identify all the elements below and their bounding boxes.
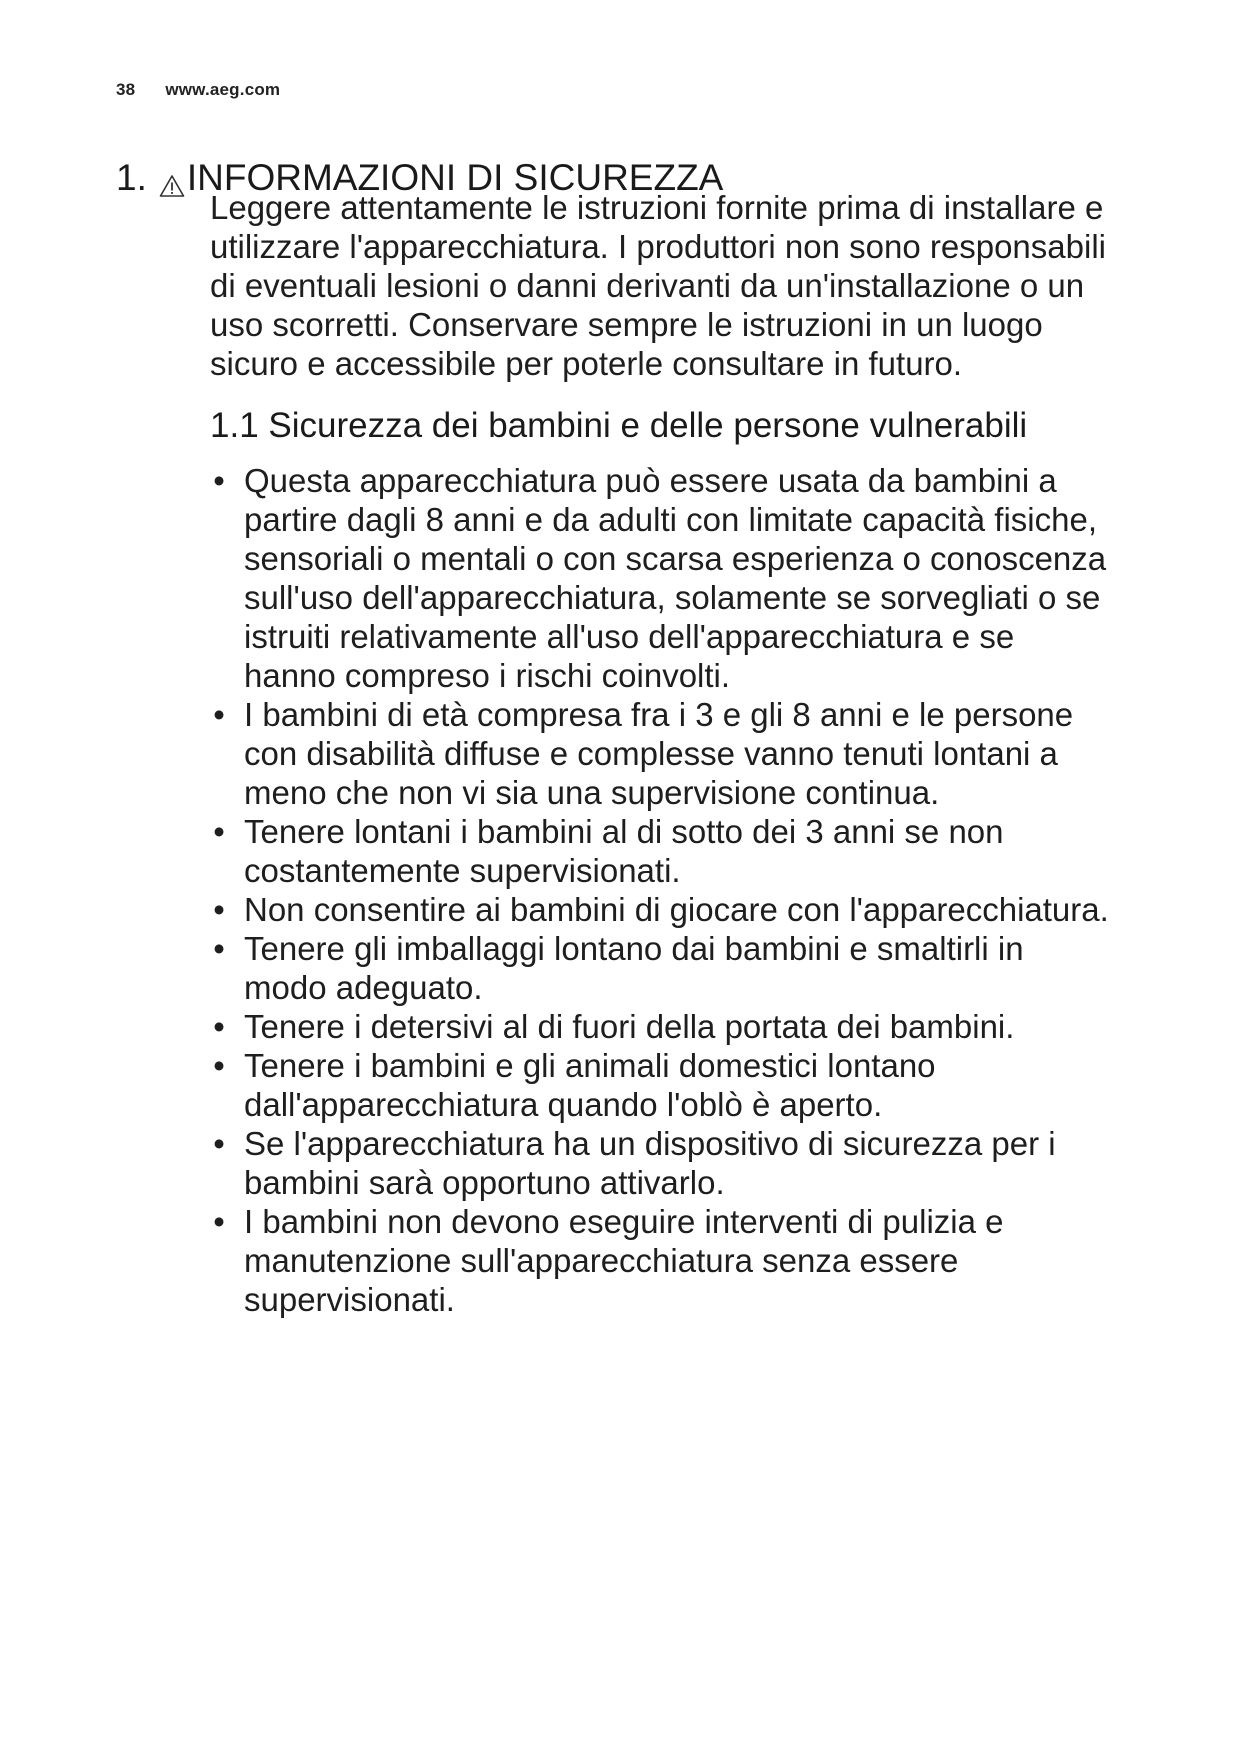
bullet-icon: • [213, 1008, 225, 1045]
safety-list [210, 461, 1110, 1319]
section-title-text: INFORMAZIONI DI SICUREZZA [186, 156, 724, 198]
list-item [210, 1046, 1110, 1124]
bullet-icon: • [213, 696, 225, 733]
list-item-text: Tenere lontani i bambini al di sotto dei 3 anni se non costantemente supervisionati. [244, 813, 1004, 889]
list-item-text: Tenere gli imballaggi lontano dai bambini e smaltirli in modo adeguato. [244, 930, 1024, 1006]
list-item-text: Se l'apparecchiatura ha un dispositivo di sicurezza per i bambini sarà opportuno attivarlo. [244, 1125, 1056, 1201]
list-item-text: Tenere i detersivi al di fuori della portata dei bambini. [244, 1008, 1015, 1045]
main-content [210, 188, 1110, 1319]
list-item [210, 890, 1110, 929]
bullet-icon: • [213, 1047, 225, 1084]
list-item [210, 1124, 1110, 1202]
bullet-icon: • [213, 930, 225, 967]
section-number: 1. [116, 156, 147, 198]
list-item-text: Questa apparecchiatura può essere usata da bambini a partire dagli 8 anni e da adulti con limitate capacità fisiche, sensoriali o mentali o con scarsa esperienza o conoscenza sull'uso dell'apparecchiatura, solamente se sorvegliati o se istruiti relativamente all'uso dell'apparecchiatura e se hanno compreso i rischi coinvolti. [244, 462, 1107, 694]
bullet-icon: • [213, 462, 225, 499]
list-item [210, 1202, 1110, 1319]
website-link[interactable]: www.aeg.com [165, 80, 281, 99]
list-item [210, 695, 1110, 812]
list-item [210, 1007, 1110, 1046]
warning-icon [159, 165, 185, 189]
bullet-icon: • [213, 891, 225, 928]
list-item-text: Non consentire ai bambini di giocare con l'apparecchiatura. [244, 891, 1109, 928]
list-item [210, 812, 1110, 890]
bullet-icon: • [213, 1203, 225, 1240]
bullet-icon: • [213, 1125, 225, 1162]
list-item [210, 461, 1110, 695]
list-item-text: Tenere i bambini e gli animali domestici lontano dall'apparecchiatura quando l'oblò è aperto. [244, 1047, 936, 1123]
page-number: 38 [116, 80, 136, 99]
page-header [116, 80, 280, 100]
list-item-text: I bambini non devono eseguire interventi di pulizia e manutenzione sull'apparecchiatura senza essere supervisionati. [244, 1203, 1004, 1318]
bullet-icon: • [213, 813, 225, 850]
list-item-text: I bambini di età compresa fra i 3 e gli 8 anni e le persone con disabilità diffuse e complesse vanno tenuti lontani a meno che non vi sia una supervisione continua. [244, 696, 1074, 811]
subsection-title: 1.1 Sicurezza dei bambini e delle persone vulnerabili [210, 406, 1028, 445]
list-item [210, 929, 1110, 1007]
intro-paragraph: Leggere attentamente le istruzioni fornite prima di installare e utilizzare l'apparecchiatura. I produttori non sono responsabili di eventuali lesioni o danni derivanti da un'installazione o un uso scorretti. Conservare sempre le istruzioni in un luogo sicuro e accessibile per poterle consultare in futuro. [210, 189, 1106, 382]
